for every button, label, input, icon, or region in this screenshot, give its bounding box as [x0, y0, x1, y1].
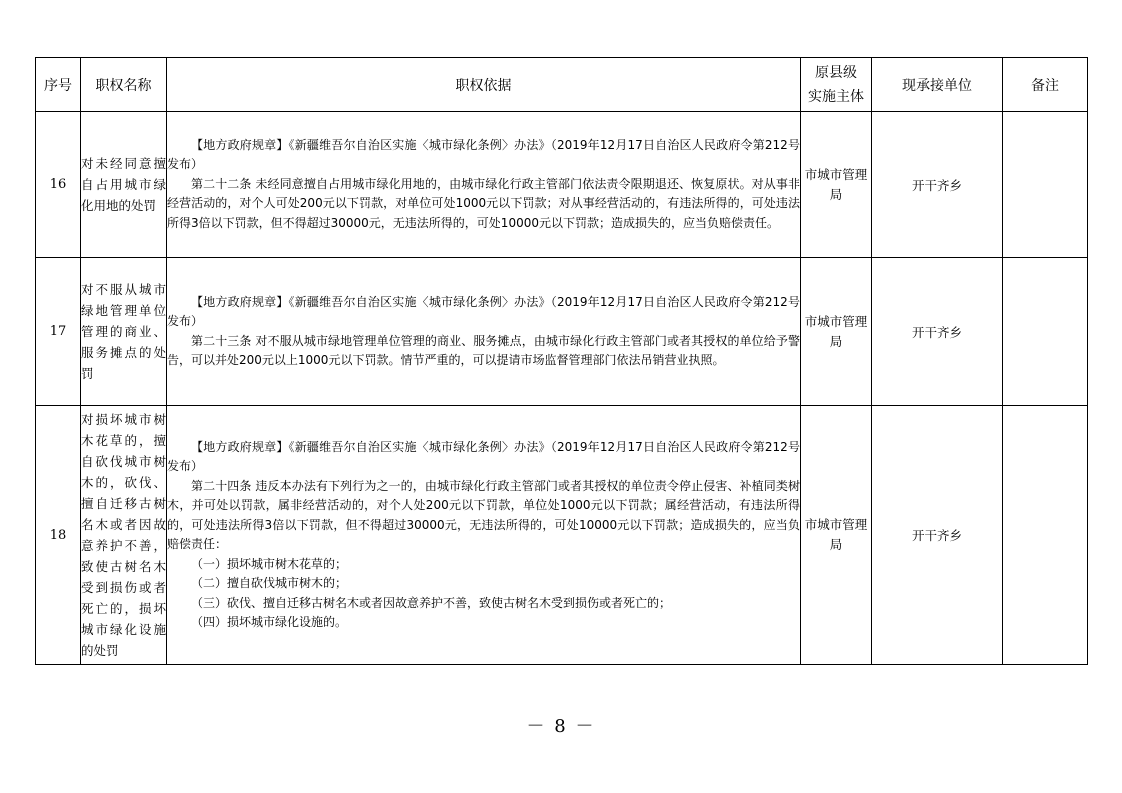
row-name: 对损坏城市树木花草的，擅自砍伐城市树木的，砍伐、擅自迁移古树名木或者因故意养护不善，致使古树名木受到损伤或者死亡的，损坏城市绿化设施的处罚 — [81, 406, 167, 665]
header-current-unit: 现承接单位 — [872, 58, 1003, 112]
basis-paragraph: 第二十三条 对不服从城市绿地管理单位管理的商业、服务摊点，由城市绿化行政主管部门或者其授权的单位给予警告，可以并处200元以上1000元以下罚款。情节严重的，可以提请市场监督管理部门依法吊销营业执照。 — [167, 333, 800, 367]
header-remarks: 备注 — [1003, 58, 1088, 112]
row-name: 对未经同意擅自占用城市绿化用地的处罚 — [81, 112, 167, 258]
header-basis: 职权依据 — [167, 58, 801, 112]
basis-paragraph: 【地方政府规章】《新疆维吾尔自治区实施〈城市绿化条例〉办法》（2019年12月17日自治区人民政府令第212号发布） — [167, 294, 800, 328]
row-remarks — [1003, 406, 1088, 665]
header-original-line1: 原县级 — [815, 64, 857, 81]
basis-list-item: （四）损坏城市绿化设施的。 — [191, 615, 348, 629]
row-basis — [167, 406, 801, 665]
header-seq: 序号 — [36, 58, 81, 112]
row-original-entity: 市城市管理局 — [801, 406, 872, 665]
basis-list-item: （三）砍伐、擅自迁移古树名木或者因故意养护不善，致使古树名木受到损伤或者死亡的； — [191, 595, 672, 610]
basis-paragraph: 第二十四条 违反本办法有下列行为之一的，由城市绿化行政主管部门或者其授权的单位责令停止侵害、补植同类树木，并可处以罚款，属非经营活动的，对个人处200元以下罚款，单位处1000元以下罚款；属经营活动，有违法所得的，可处违法所得3倍以下罚款，但不得超过30000元，无违法所得的，可处10000元以下罚款；造成损失的，应当负赔偿责任： — [167, 478, 800, 551]
table-row — [36, 258, 1088, 406]
row-original-entity: 市城市管理局 — [801, 112, 872, 258]
row-remarks — [1003, 112, 1088, 258]
table-header-row — [36, 58, 1088, 112]
row-original-entity: 市城市管理局 — [801, 258, 872, 406]
row-name: 对不服从城市绿地管理单位管理的商业、服务摊点的处罚 — [81, 258, 167, 406]
page-number: － 8 － — [526, 716, 596, 737]
table-row — [36, 406, 1088, 665]
row-remarks — [1003, 258, 1088, 406]
basis-paragraph: 【地方政府规章】《新疆维吾尔自治区实施〈城市绿化条例〉办法》（2019年12月17日自治区人民政府令第212号发布） — [167, 137, 800, 172]
row-seq: 17 — [36, 258, 81, 406]
header-original-line2: 实施主体 — [808, 88, 864, 105]
row-basis — [167, 112, 801, 258]
row-seq: 16 — [36, 112, 81, 258]
row-current-unit: 开干齐乡 — [872, 406, 1003, 665]
basis-paragraph: 第二十二条 未经同意擅自占用城市绿化用地的，由城市绿化行政主管部门依法责令限期退还、恢复原状。对从事非经营活动的，对个人可处200元以下罚款，对单位可处1000元以下罚款；对从事经营活动的，有违法所得的，可处违法所得3倍以下罚款，但不得超过30000元，无违法所得的，可处10000元以下罚款；造成损失的，应当负赔偿责任。 — [167, 176, 800, 230]
table-row — [36, 112, 1088, 258]
header-name: 职权名称 — [81, 58, 167, 112]
basis-paragraph: 【地方政府规章】《新疆维吾尔自治区实施〈城市绿化条例〉办法》（2019年12月17日自治区人民政府令第212号发布） — [167, 439, 800, 473]
authority-table — [35, 57, 1088, 665]
basis-list-item: （一）损坏城市树木花草的； — [191, 556, 348, 571]
row-basis — [167, 258, 801, 406]
row-current-unit: 开干齐乡 — [872, 112, 1003, 258]
header-original-entity — [801, 58, 872, 112]
basis-list-item: （二）擅自砍伐城市树木的； — [191, 576, 348, 590]
row-current-unit: 开干齐乡 — [872, 258, 1003, 406]
row-seq: 18 — [36, 406, 81, 665]
